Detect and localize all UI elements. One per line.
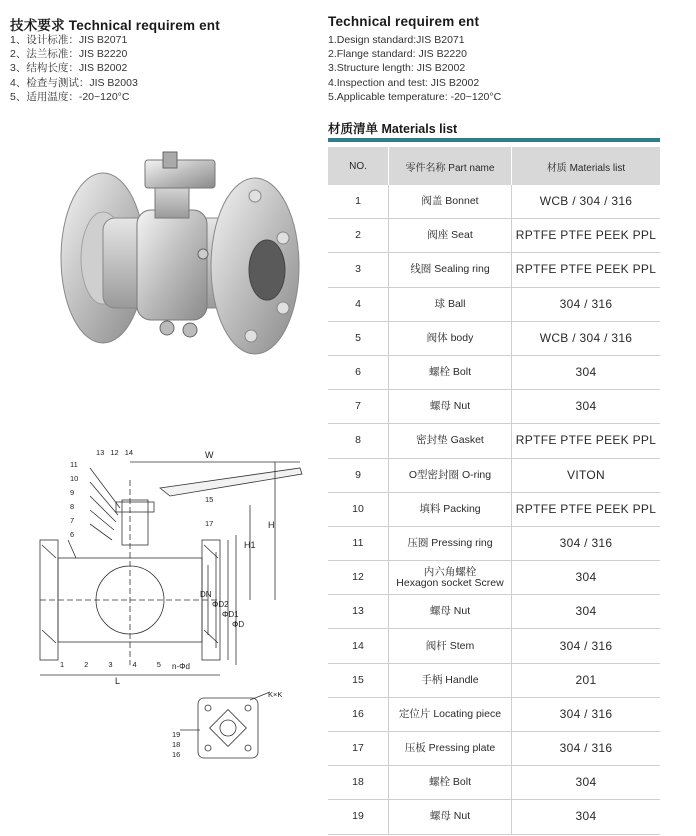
dim-d1: ΦD1: [222, 610, 239, 619]
callouts-left: [70, 458, 78, 542]
materials-row: [328, 253, 660, 287]
header-material: 材质 Materials list: [512, 147, 661, 185]
header-part-name: 零件名称 Part name: [389, 147, 512, 185]
materials-row: [328, 492, 660, 526]
row-material: 304 / 316: [512, 732, 661, 766]
part-name-line: 阀杆 Stem: [425, 639, 475, 652]
row-no: 19: [328, 800, 389, 834]
row-material: 201: [512, 663, 661, 697]
materials-row: [328, 732, 660, 766]
row-material: WCB / 304 / 316: [512, 321, 661, 355]
row-no: 8: [328, 424, 389, 458]
materials-row: [328, 766, 660, 800]
materials-row: [328, 697, 660, 731]
dim-holes: n-Φd: [172, 662, 190, 671]
row-material: RPTFE PTFE PEEK PPL: [512, 424, 661, 458]
callout-number: 1: [60, 660, 65, 669]
materials-row: [328, 800, 660, 834]
materials-row: [328, 287, 660, 321]
callouts-bottom: [60, 660, 161, 669]
dim-d2: ΦD2: [212, 600, 229, 609]
materials-row: [328, 219, 660, 253]
callouts-right: [205, 488, 213, 536]
row-part-name: [389, 424, 512, 458]
row-material: 304: [512, 595, 661, 629]
part-name-line: O型密封圈 O-ring: [408, 468, 492, 481]
materials-title-bar: [328, 138, 660, 142]
callout-number: 2: [84, 660, 89, 669]
part-name-line: 螺母 Nut: [429, 605, 471, 618]
row-no: 16: [328, 697, 389, 731]
row-part-name: [389, 595, 512, 629]
row-part-name: [389, 561, 512, 595]
callout-number: 17: [205, 519, 214, 528]
row-material: 304: [512, 561, 661, 595]
materials-row: [328, 355, 660, 389]
row-no: 18: [328, 766, 389, 800]
row-part-name: [389, 732, 512, 766]
callout-number: 9: [70, 488, 75, 497]
callout-number: 12: [110, 448, 119, 457]
row-no: 3: [328, 253, 389, 287]
row-no: 6: [328, 355, 389, 389]
materials-row: [328, 185, 660, 219]
row-no: 17: [328, 732, 389, 766]
row-no: 9: [328, 458, 389, 492]
requirement-item: 2、法兰标准：JIS B2220: [10, 48, 128, 61]
part-name-line: 压圈 Pressing ring: [407, 536, 493, 549]
row-no: 14: [328, 629, 389, 663]
row-no: 11: [328, 526, 389, 560]
row-material: VITON: [512, 458, 661, 492]
row-no: 13: [328, 595, 389, 629]
requirement-item: 1、设计标准：JIS B2071: [10, 34, 128, 46]
materials-title: 材质清单 Materials list: [328, 122, 458, 136]
row-material: RPTFE PTFE PEEK PPL: [512, 253, 661, 287]
row-no: 1: [328, 185, 389, 219]
requirements-cn-list: [10, 33, 138, 104]
requirements-en-title: Technical requirem ent: [328, 14, 480, 29]
callout-number: 4: [132, 660, 137, 669]
materials-row: [328, 629, 660, 663]
row-part-name: [389, 629, 512, 663]
plate-callouts: [172, 730, 180, 760]
dim-w: W: [205, 450, 214, 460]
part-name-line: 螺母 Nut: [429, 810, 471, 823]
part-name-line: 密封垫 Gasket: [416, 434, 484, 447]
row-material: 304 / 316: [512, 629, 661, 663]
row-part-name: [389, 355, 512, 389]
mounting-plate-drawing: [170, 690, 290, 790]
header-no: NO.: [328, 147, 389, 185]
row-no: 5: [328, 321, 389, 355]
requirement-item: 4、检查与测试：JIS B2003: [10, 76, 138, 89]
materials-header-row: [328, 147, 660, 185]
row-material: 304: [512, 800, 661, 834]
callout-number: 19: [172, 730, 181, 739]
row-part-name: [389, 766, 512, 800]
part-name-line: 内六角螺栓: [423, 565, 477, 578]
requirements-cn-title: 技术要求 Technical requirem ent: [10, 18, 220, 33]
callout-number: 10: [70, 474, 79, 483]
callout-number: 6: [70, 530, 75, 539]
requirements-en-list: [328, 33, 501, 104]
callout-number: 5: [156, 660, 161, 669]
part-name-line: 手柄 Handle: [421, 673, 479, 686]
row-material: RPTFE PTFE PEEK PPL: [512, 219, 661, 253]
materials-row: [328, 663, 660, 697]
requirement-item: 4.Inspection and test: JIS B2002: [328, 76, 480, 89]
materials-row: [328, 458, 660, 492]
part-name-line: 阀体 body: [426, 331, 474, 344]
callout-number: 7: [70, 516, 75, 525]
dim-l: L: [115, 676, 121, 686]
part-name-line: 定位片 Locating piece: [398, 707, 502, 720]
requirement-item: 5、适用温度：-20~120°C: [10, 90, 130, 103]
row-material: RPTFE PTFE PEEK PPL: [512, 492, 661, 526]
requirement-item: 5.Applicable temperature: -20~120°C: [328, 90, 502, 103]
part-name-line: 阀盖 Bonnet: [421, 195, 479, 208]
row-part-name: [389, 219, 512, 253]
row-material: 304: [512, 390, 661, 424]
row-material: 304 / 316: [512, 526, 661, 560]
row-material: 304 / 316: [512, 697, 661, 731]
materials-row: [328, 595, 660, 629]
callout-number: 11: [70, 460, 78, 469]
part-name-line: 阀座 Seat: [427, 229, 473, 242]
materials-row: [328, 561, 660, 595]
row-material: WCB / 304 / 316: [512, 185, 661, 219]
row-no: 12: [328, 561, 389, 595]
callout-number: 16: [172, 750, 181, 759]
requirement-item: 2.Flange standard: JIS B2220: [328, 48, 467, 61]
row-part-name: [389, 185, 512, 219]
row-no: 15: [328, 663, 389, 697]
row-part-name: [389, 526, 512, 560]
materials-table: [328, 147, 660, 835]
row-part-name: [389, 458, 512, 492]
materials-row: [328, 321, 660, 355]
row-part-name: [389, 390, 512, 424]
callouts-top: [96, 448, 133, 457]
part-name-line: 螺栓 Bolt: [428, 366, 471, 379]
dim-dn: DN: [200, 590, 212, 599]
row-part-name: [389, 492, 512, 526]
part-name-line: 球 Ball: [434, 297, 466, 310]
plate-kk: K×K: [268, 690, 283, 699]
row-part-name: [389, 663, 512, 697]
row-part-name: [389, 697, 512, 731]
callout-number: 18: [172, 740, 181, 749]
row-part-name: [389, 253, 512, 287]
part-name-line: 线圈 Sealing ring: [410, 263, 490, 276]
row-no: 4: [328, 287, 389, 321]
callout-number: 14: [124, 448, 134, 457]
row-no: 10: [328, 492, 389, 526]
row-part-name: [389, 321, 512, 355]
materials-row: [328, 526, 660, 560]
row-part-name: [389, 800, 512, 834]
row-part-name: [389, 287, 512, 321]
callout-number: 8: [70, 502, 75, 511]
dim-d: ΦD: [232, 620, 245, 629]
callout-number: 15: [205, 495, 214, 504]
dim-h: H: [268, 520, 275, 530]
row-no: 2: [328, 219, 389, 253]
dim-h1: H1: [244, 540, 256, 550]
materials-row: [328, 390, 660, 424]
callout-number: 3: [108, 660, 113, 669]
part-name-line: 填料 Packing: [419, 502, 481, 515]
row-material: 304 / 316: [512, 287, 661, 321]
row-material: 304: [512, 355, 661, 389]
row-no: 7: [328, 390, 389, 424]
requirement-item: 3.Structure length: JIS B2002: [328, 62, 466, 75]
ball-valve-photo: [55, 148, 310, 393]
callout-number: 13: [96, 448, 105, 457]
part-name-line: 压板 Pressing plate: [404, 742, 496, 755]
part-name-line: 螺母 Nut: [429, 400, 471, 413]
requirement-item: 3、结构长度：JIS B2002: [10, 62, 128, 75]
part-name-line: 螺栓 Bolt: [428, 776, 471, 789]
materials-row: [328, 424, 660, 458]
part-name-line-2: Hexagon socket Screw: [396, 576, 504, 589]
requirement-item: 1.Design standard:JIS B2071: [328, 34, 465, 46]
row-material: 304: [512, 766, 661, 800]
